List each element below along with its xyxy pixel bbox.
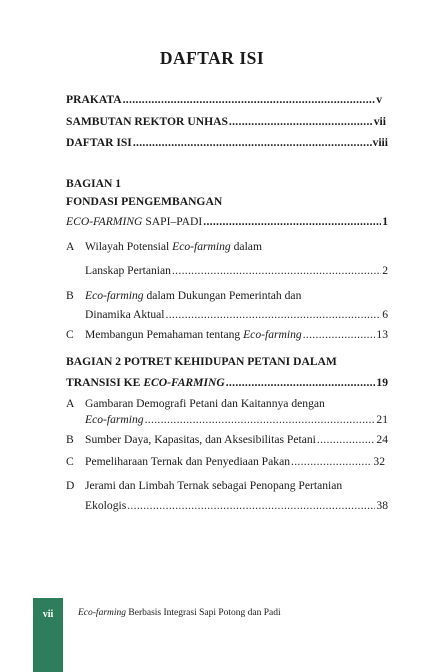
page-number-tab (33, 598, 63, 672)
toc-entry-2c[interactable] (85, 455, 385, 468)
toc-page: 6 (382, 308, 388, 321)
part1-heading: BAGIAN 1 (66, 177, 122, 190)
leader-dots (123, 93, 376, 106)
item-letter: B (66, 289, 74, 302)
running-footer (78, 607, 288, 619)
footer-text-italic: Eco-farming (78, 608, 127, 618)
toc-label: Eco-farming (85, 413, 144, 426)
part1-title: FONDASI PENGEMBANGAN (66, 195, 223, 208)
part2-title: BAGIAN 2 POTRET KEHIDUPAN PETANI DALAM (66, 355, 337, 368)
toc-entry-2b[interactable] (85, 433, 388, 446)
toc-label: SAMBUTAN REKTOR UNHAS (66, 115, 228, 128)
toc-label: Pemeliharaan Ternak dan Penyediaan Pakan (85, 455, 291, 468)
toc-entry-2d[interactable] (85, 499, 388, 512)
toc-page: 19 (376, 376, 388, 389)
toc-label: Sumber Daya, Kapasitas, dan Aksesibilitas Petani (85, 433, 316, 446)
leader-dots (127, 499, 375, 512)
leader-dots (133, 136, 372, 149)
leader-dots (291, 455, 372, 468)
item-letter: B (66, 433, 74, 446)
item-letter: A (66, 240, 75, 253)
toc-entry-1a[interactable] (85, 264, 388, 277)
toc-entry-2d-line1[interactable]: Jerami dan Limbah Ternak sebagai Penopang Pertanian (85, 479, 343, 492)
toc-label: Lanskap Pertanian (85, 264, 171, 277)
leader-dots (172, 264, 381, 277)
toc-entry-sambutan[interactable] (66, 115, 386, 128)
page-title: DAFTAR ISI (159, 48, 265, 68)
toc-page: 21 (376, 413, 388, 426)
part1-title-rest: SAPI–PADI (142, 215, 203, 228)
toc-entry-part2[interactable] (66, 376, 388, 389)
toc-text-italic: Eco-farming (85, 289, 144, 302)
toc-entry-1c[interactable] (85, 328, 388, 341)
toc-entry-prakata[interactable] (66, 93, 382, 106)
item-letter: D (66, 479, 75, 492)
leader-dots (145, 413, 376, 426)
toc-entry-1b[interactable] (85, 308, 388, 321)
toc-label: Ekologis (85, 499, 127, 512)
toc-label: DAFTAR ISI (66, 136, 132, 149)
toc-page: 32 (373, 455, 385, 468)
toc-text-italic: Eco-farming (243, 328, 302, 341)
toc-entry-daftar-isi[interactable] (66, 136, 388, 149)
leader-dots (317, 433, 376, 446)
toc-text: dalam Dukungan Pemerintah dan (143, 289, 302, 302)
toc-page: vii (373, 115, 386, 128)
leader-dots (226, 376, 376, 389)
toc-label: PRAKATA (66, 93, 122, 106)
toc-page: v (376, 93, 382, 106)
toc-label: Dinamika Aktual (85, 308, 165, 321)
item-letter: C (66, 455, 74, 468)
toc-page: 38 (376, 499, 388, 512)
toc-entry-part1[interactable] (66, 215, 388, 228)
toc-page: 2 (382, 264, 388, 277)
toc-text-italic: Eco-farming (172, 240, 231, 253)
toc-page: 1 (382, 215, 388, 228)
toc-entry-2a-line1[interactable]: Gambaran Demografi Petani dan Kaitannya dengan (85, 397, 325, 410)
leader-dots (203, 215, 381, 228)
toc-entry-2a[interactable] (85, 413, 388, 426)
item-letter: C (66, 328, 74, 341)
toc-page: viii (372, 136, 388, 149)
leader-dots (303, 328, 376, 341)
toc-page: 24 (376, 433, 388, 446)
toc-text: Wilayah Potensial (85, 240, 173, 253)
toc-entry-1a-line1[interactable] (85, 240, 262, 253)
part1-title-italic: ECO-FARMING (66, 215, 143, 228)
part2-title-italic: ECO-FARMING (143, 376, 225, 389)
toc-text: dalam (230, 240, 262, 253)
item-letter: A (66, 397, 75, 410)
leader-dots (229, 115, 373, 128)
toc-text: Membangun Pemahaman tentang (85, 328, 244, 341)
toc-entry-1b-line1[interactable] (85, 289, 301, 302)
page-number: vii (42, 609, 54, 620)
part2-title-pre: TRANSISI KE (66, 376, 144, 389)
leader-dots (166, 308, 382, 321)
toc-page: 13 (376, 328, 388, 341)
footer-text: Berbasis Integrasi Sapi Potong dan Padi (126, 608, 281, 618)
